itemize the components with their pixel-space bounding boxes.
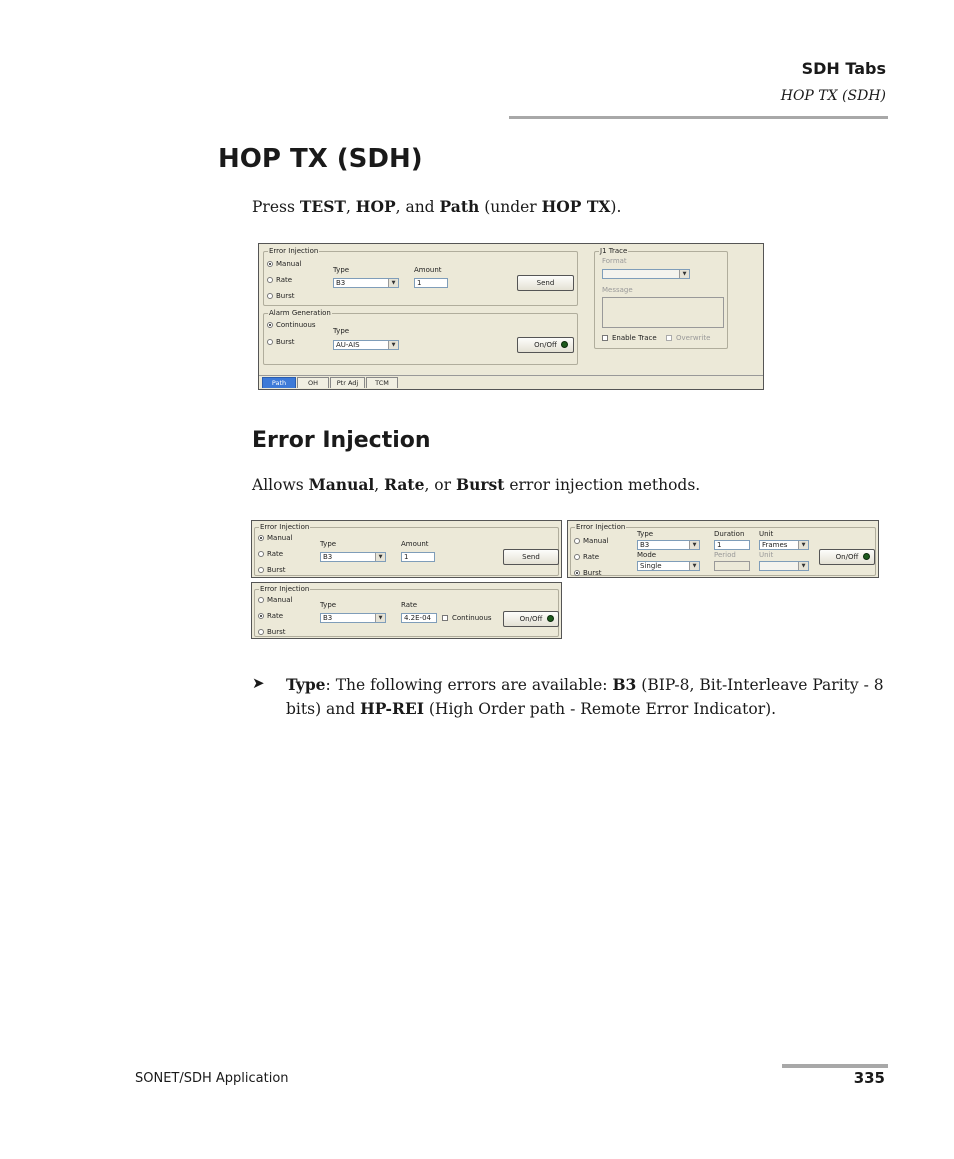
page-number: 335 (853, 1069, 885, 1087)
chevron-down-icon: ▼ (388, 341, 398, 349)
continuous-checkbox[interactable] (442, 615, 448, 621)
burst-radio[interactable] (258, 629, 264, 635)
status-led-icon (547, 615, 554, 622)
footer-rule (782, 1064, 888, 1068)
rate-field[interactable]: 4.2E-04 (401, 613, 437, 623)
error-injection-burst-screenshot (567, 520, 879, 578)
tab-tcm[interactable]: TCM (366, 377, 398, 388)
status-led-icon (561, 341, 568, 348)
amount-field[interactable]: 1 (414, 278, 448, 288)
error-injection-group: Error Injection Manual Rate Burst Type B3 ▼ Rate 4.2E-04 Continuous On/Off (254, 589, 559, 637)
amount-field[interactable]: 1 (401, 552, 435, 562)
unit-select[interactable]: Frames ▼ (759, 540, 809, 550)
send-button[interactable]: Send (503, 549, 559, 565)
error-injection-description: Allows Manual, Rate, or Burst error injection methods. (252, 475, 701, 494)
type-bullet-text: Type: The following errors are available: B3 (BIP-8, Bit-Interleave Parity - 8 bits) and HP-REI (High Order path - Remote Error Indicator). (286, 675, 884, 718)
tab-oh[interactable]: OH (297, 377, 329, 388)
burst-radio[interactable] (267, 293, 273, 299)
chevron-down-icon: ▼ (798, 562, 808, 570)
manual-radio[interactable] (574, 538, 580, 544)
chevron-down-icon: ▼ (388, 279, 398, 287)
tab-bar (259, 375, 763, 389)
overwrite-checkbox[interactable] (666, 335, 672, 341)
rate-radio[interactable] (267, 277, 273, 283)
error-type-select[interactable]: B3 ▼ (637, 540, 700, 550)
format-select[interactable] (602, 269, 690, 279)
manual-radio[interactable] (267, 261, 273, 267)
alarm-type-select[interactable]: AU-AIS ▼ (333, 340, 399, 350)
manual-radio[interactable] (258, 535, 264, 541)
error-type-select[interactable]: B3 ▼ (320, 613, 386, 623)
chevron-down-icon: ▼ (679, 270, 689, 278)
chevron-down-icon: ▼ (689, 541, 699, 549)
j1-trace-group: J1 Trace Format ▼ Message Enable Trace Overwrite (594, 251, 728, 349)
running-header-section: SDH Tabs (801, 59, 886, 78)
chevron-down-icon: ▼ (798, 541, 808, 549)
status-led-icon (863, 553, 870, 560)
footer-title: SONET/SDH Application (135, 1071, 289, 1086)
hop-tx-path-screenshot (258, 243, 764, 390)
chevron-down-icon: ▼ (375, 553, 385, 561)
mode-select[interactable]: Single ▼ (637, 561, 700, 571)
chevron-down-icon: ▼ (689, 562, 699, 570)
page-title: HOP TX (SDH) (218, 144, 423, 174)
rate-radio[interactable] (258, 551, 264, 557)
tab-path[interactable]: Path (262, 377, 296, 388)
period-field[interactable] (714, 561, 750, 571)
message-field[interactable] (602, 297, 724, 328)
tab-ptr-adj[interactable]: Ptr Adj (330, 377, 365, 388)
error-type-select[interactable]: B3 ▼ (320, 552, 386, 562)
period-unit-select[interactable] (759, 561, 809, 571)
burst-radio[interactable] (258, 567, 264, 573)
bullet-arrow-icon: ➤ (252, 674, 265, 692)
error-injection-group: Error Injection Manual Rate Burst Type B3 ▼ Amount 1 Send (263, 251, 578, 306)
manual-radio[interactable] (258, 597, 264, 603)
continuous-radio[interactable] (267, 322, 273, 328)
error-injection-rate-screenshot (251, 582, 562, 639)
burst-onoff-button[interactable]: On/Off (819, 549, 875, 565)
alarm-generation-group: Alarm Generation Continuous Burst Type AU-AIS ▼ On/Off (263, 313, 578, 365)
header-rule (509, 116, 888, 119)
error-type-select[interactable]: B3 ▼ (333, 278, 399, 288)
burst-radio[interactable] (574, 570, 580, 576)
rate-radio[interactable] (574, 554, 580, 560)
running-header-subsection: HOP TX (SDH) (780, 88, 886, 104)
intro-paragraph: Press TEST, HOP, and Path (under HOP TX). (252, 197, 622, 216)
enable-trace-checkbox[interactable] (602, 335, 608, 341)
duration-field[interactable]: 1 (714, 540, 750, 550)
section-heading-error-injection: Error Injection (252, 428, 431, 453)
rate-onoff-button[interactable]: On/Off (503, 611, 559, 627)
chevron-down-icon: ▼ (375, 614, 385, 622)
rate-radio[interactable] (258, 613, 264, 619)
alarm-onoff-button[interactable]: On/Off (517, 337, 574, 353)
error-injection-manual-screenshot (251, 520, 562, 578)
error-injection-group: Error Injection Manual Rate Burst Type B3 ▼ Mode Single ▼ Duration 1 Period Unit Frames ▼ Unit ▼ On/Off (570, 527, 876, 576)
alarm-burst-radio[interactable] (267, 339, 273, 345)
error-injection-group: Error Injection Manual Rate Burst Type B3 ▼ Amount 1 Send (254, 527, 559, 576)
send-button[interactable]: Send (517, 275, 574, 291)
